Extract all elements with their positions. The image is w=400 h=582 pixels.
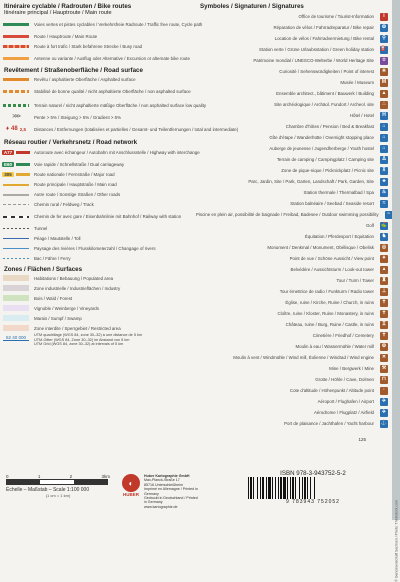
legend-text: Autoroute avec échangeur / Autobahn mit Anschlussstelle / Highway with interchange xyxy=(34,150,200,156)
legend-row-symbol xyxy=(196,275,392,286)
symbol-icon: ⚙ xyxy=(381,343,387,350)
symbol-icon: ▴ xyxy=(380,266,388,274)
legend-text: Route à fort trafic / Stark befahrene Strecke / Busy road xyxy=(34,43,143,49)
scale-title: Échelle – Maßstab – Scale 1:100 000 xyxy=(6,487,90,493)
legend-row-road xyxy=(0,254,196,264)
publisher-line: Imprimé en Allemagne / Printed in Germany xyxy=(144,487,198,496)
legend-text: Moulin à vent / Windmühle / Wind mill, Éolienne / Windrad / Wind engine xyxy=(233,355,374,361)
zone-rows xyxy=(0,273,196,333)
legend-row-road xyxy=(0,146,200,160)
legend-text: Cote d'altitude / Höhenpunkt / Altitude point xyxy=(289,388,374,394)
symbol-icon: ◎ xyxy=(381,244,387,251)
symbol-icon: ♖ xyxy=(381,321,387,328)
legend-text: Cloître, ruine / Kloster, Ruine / Monastery, in ruins xyxy=(277,311,374,317)
utm-line: UTM quadrillage (WGS 84, zone 30–32) à une distance de 5 km xyxy=(34,333,143,338)
legend-row-road xyxy=(0,224,196,234)
road-rows xyxy=(0,146,200,264)
symbol-icon: ⌂ xyxy=(380,145,388,153)
legend-text: Site archéologique / Archäol. Fundort / Archeol. site xyxy=(274,102,374,108)
symbol-icon: ⛳ xyxy=(380,222,388,229)
orange-route-line xyxy=(3,57,29,60)
green-route-line xyxy=(3,23,29,26)
symbol-icon: H xyxy=(380,112,388,120)
symbol-icon: ⊥ xyxy=(381,288,387,295)
legend-row-symbol xyxy=(196,176,392,187)
scale-sub: (1 cm = 1 km) xyxy=(45,493,71,498)
legend-row-symbol xyxy=(196,165,392,176)
zone-swatch xyxy=(3,295,29,301)
barcode-bar xyxy=(315,477,316,499)
symbol-icon: ⚓ xyxy=(380,420,388,427)
legend-text: Chemin rural / Feldweg / Track xyxy=(34,202,94,208)
legend-text: Route nationale / Fernstraße / Major road xyxy=(34,172,115,178)
legend-row-symbol xyxy=(196,286,392,297)
symbol-icon: ✝ xyxy=(381,332,387,339)
legend-text: Tour / Turm / Tower xyxy=(336,278,374,284)
legend-right-column xyxy=(196,0,392,505)
footer-left xyxy=(6,474,196,520)
red-route-line xyxy=(3,35,29,38)
legend-text: Distances / Entfernungen (totalisées et partielles / Gesamt- und Teilentfernungen / total and intermediate) xyxy=(34,127,239,133)
symbol-icon: i xyxy=(380,13,388,21)
legend-text: Revêtu / asphaltierte Oberfläche / Asphalted surface xyxy=(34,77,136,83)
zone-swatch xyxy=(3,305,29,311)
legend-row-gradient xyxy=(0,113,196,123)
copyright: © Genossenschaft Sachsen / Photo: Thinkstock.com xyxy=(395,500,399,582)
symbol-icon: Δ xyxy=(380,156,388,164)
legend-row-symbol xyxy=(196,209,392,220)
legend-row-symbol xyxy=(196,418,392,429)
scale-tick: 0 xyxy=(6,474,9,479)
road-line xyxy=(3,204,29,205)
symbol-icon: ✦ xyxy=(381,255,387,262)
logo-text: HUBER xyxy=(122,492,139,497)
isbn: ISBN 978-3-943752-5-2 xyxy=(280,470,346,477)
road-line xyxy=(16,163,30,166)
symbol-icon: ⌂ xyxy=(380,123,388,131)
legend-row-asphalt xyxy=(0,75,196,85)
altitude-value: 125 xyxy=(358,437,366,442)
road-badge: E60 xyxy=(3,162,12,168)
legend-row-stabilised xyxy=(0,85,196,99)
legend-text: Moulin à eau / Wassermühle / Water mill xyxy=(295,344,374,350)
legend-text: Église, ruine / Kirche, Ruine / Church, in ruins xyxy=(285,300,374,306)
legend-text: Stabilisé de bonne qualité / nicht asphaltierte Oberfläche / non asphalted surface xyxy=(34,89,191,95)
legend-text: Tunnel xyxy=(34,226,48,232)
legend-text: Bois / Wald / Forest xyxy=(34,295,73,301)
road-line xyxy=(3,238,29,239)
legend-text: Péage / Mautstelle / Toll xyxy=(34,236,81,242)
legend-text: Musée / Museum xyxy=(340,80,374,86)
legend-text: Bac / Fähre / Ferry xyxy=(34,256,71,262)
publisher-line: Max-Planck-Straße 17 xyxy=(144,478,180,483)
road-line xyxy=(3,184,29,186)
road-badge: 305 xyxy=(4,172,12,178)
legend-row-symbol xyxy=(196,88,392,99)
legend-row-symbol xyxy=(196,374,392,385)
legend-text: Paysage des rivières / Flusskilometerzahl / Changage of rivers xyxy=(34,246,156,252)
legend-row-zone xyxy=(0,313,196,323)
symbol-icon: ~ xyxy=(385,211,393,219)
barcode-digits: 9 783943 752052 xyxy=(286,499,340,505)
publisher-link[interactable]: www.kartographie.de xyxy=(144,504,178,509)
road-line xyxy=(3,194,29,196)
legend-text: Équitation / Pferdesport / Equitation xyxy=(304,234,374,240)
legend-text: Office de tourisme / Tourist-Information xyxy=(298,14,374,20)
legend-row-symbol xyxy=(196,132,392,143)
legend-text: Aéroport / Flughafen / Airport xyxy=(317,399,374,405)
legend-row-symbol xyxy=(196,99,392,110)
legend-text: Terrain de camping / Campingplatz / Camping site xyxy=(276,157,374,163)
legend-text: Point de vue / Schöne Aussicht / View point xyxy=(289,256,374,262)
section-zones: Zones / Flächen / Surfaces xyxy=(4,265,83,273)
legend-row-symbol xyxy=(196,253,392,264)
symbol-icon: · xyxy=(380,387,388,395)
legend-row-symbol xyxy=(196,198,392,209)
legend-text: Parc, Jardin, Site / Park, Garten, Landschaft / Park, Garden, Site xyxy=(248,179,374,185)
legend-row-road xyxy=(0,200,196,210)
legend-text: Voie rapide / Schnellstraße / Dual carriageway xyxy=(34,162,125,168)
legend-row-road xyxy=(0,160,196,170)
symbol-icon: ⊼ xyxy=(380,167,388,175)
legend-text: Voies vertes et pistes cyclables / Verkehrsfreie Radroute / Traffic free route, Cycle path xyxy=(34,21,203,27)
symbol-icon: ✝ xyxy=(381,299,387,306)
legend-row-symbol xyxy=(196,396,392,407)
legend-row-symbol xyxy=(196,352,392,363)
symbol-icon: ♣ xyxy=(380,178,388,186)
symbol-icon: ⛽ xyxy=(380,46,388,53)
zone-swatch xyxy=(3,285,29,291)
symbol-rows xyxy=(196,11,392,429)
legend-row-road xyxy=(0,170,196,180)
legend-text: Zone interdite / Sperrgebiet / Restricted area xyxy=(34,325,121,331)
symbol-icon: ♞ xyxy=(381,233,387,240)
legend-text: Chemin de fer avec gare / Eisenbahnlinie mit Bahnhof / Railway with station xyxy=(34,214,182,220)
legend-row-symbol xyxy=(196,407,392,418)
legend-row-symbol xyxy=(196,308,392,319)
legend-text: Grotte / Höhle / Cave, Dolmen xyxy=(315,377,374,383)
legend-row-symbol xyxy=(196,66,392,77)
legend-row-distances xyxy=(0,123,239,137)
scale-tick: 1 xyxy=(37,474,41,479)
legend-text: Route principale / Hauptstraße / Main road xyxy=(34,182,117,188)
symbol-icon: ⊓ xyxy=(380,376,388,384)
symbol-icon: ✳ xyxy=(381,68,387,75)
legend-text: Tour émettrice de radio / Funkturm / Radio tower xyxy=(279,289,374,295)
zone-swatch xyxy=(3,315,29,321)
publisher-line: Gedruckt in Deutschland / Printed in Germany xyxy=(144,496,198,505)
legend-row-cycle-path xyxy=(0,17,203,31)
legend-text: Hôtel / Hotel xyxy=(349,113,374,119)
legend-row-symbol xyxy=(196,297,392,308)
legend-text: Autre route / Sonstige Straßen / Other roads xyxy=(34,192,121,198)
legend-row-zone xyxy=(0,293,196,303)
legend-row-road xyxy=(0,180,196,190)
scale-tick: 3km xyxy=(101,474,110,479)
asphalt-line xyxy=(3,78,29,81)
symbol-icon: ♜ xyxy=(381,277,387,284)
legend-text: Château, ruine / Burg, Ruine / Castle, in ruins xyxy=(285,322,374,328)
section-cycle-subtitle: Itinéraire principal / Hauptroute / Main route xyxy=(4,10,112,17)
symbol-icon: ☆ xyxy=(381,57,387,64)
legend-text: Marais / Sumpf / Swamp xyxy=(34,315,82,321)
road-line xyxy=(16,173,30,176)
gradient-arrows-icon: >>> xyxy=(12,114,20,121)
symbol-icon: ⚙ xyxy=(381,24,387,31)
legend-row-symbol xyxy=(196,242,392,253)
legend-row-alternate xyxy=(0,51,196,65)
legend-text: Belvédère / Aussichtsturm / Look-out tower xyxy=(290,267,374,273)
legend-text: Location de vélos / Fahrradvermietung / Bike rental xyxy=(274,36,374,42)
legend-text: Curiosité / Sehenswürdigkeiten / Point of interest xyxy=(279,69,374,75)
distance-total: 48 xyxy=(11,126,18,133)
legend-row-symbol xyxy=(196,77,392,88)
symbol-icon: ✕ xyxy=(381,354,387,361)
legend-row-symbol xyxy=(196,33,392,44)
legend-text: Aérodrome / Flugplatz / Airfield xyxy=(313,410,374,416)
symbol-icon: ✈ xyxy=(381,409,387,416)
legend-row-symbol xyxy=(196,121,392,132)
road-line xyxy=(3,258,29,259)
road-line xyxy=(3,216,29,218)
legend-row-symbol xyxy=(196,154,392,165)
scale-tick: 2 xyxy=(69,474,73,479)
zone-swatch xyxy=(3,325,29,331)
legend-text: Golf xyxy=(365,223,374,229)
legend-text: Port de plaisance / Jachthafen / Yacht harbour xyxy=(284,421,374,427)
legend-text: Gîte d'étape / Wanderhütte / Overnight stopping place xyxy=(269,135,374,141)
symbol-icon: ∴ xyxy=(380,101,388,109)
legend-row-symbol xyxy=(196,44,392,55)
section-symbols: Symboles / Signaturen / Signatures xyxy=(200,3,304,10)
legend-row-road xyxy=(0,190,196,200)
legend-row-symbol xyxy=(196,187,392,198)
symbol-icon: ≈ xyxy=(380,200,388,208)
symbol-icon: ✈ xyxy=(381,398,387,405)
legend-row-road xyxy=(0,210,196,224)
publisher-line: Huber Kartographie GmbH xyxy=(144,474,190,478)
stabilised-line xyxy=(3,90,29,93)
legend-row-zone xyxy=(0,283,196,293)
isbn-block xyxy=(248,470,378,505)
legend-row-zone xyxy=(0,303,196,313)
legend-row-symbol xyxy=(196,385,392,396)
legend-row-zone xyxy=(0,323,196,333)
legend-text: Pente > 5% / Steigung > 5% / Gradient > 5% xyxy=(34,115,122,121)
legend-text: Monument / Denkmal / Monument, Obélisque / Obelisk xyxy=(267,245,374,251)
barcode xyxy=(248,477,378,499)
symbol-icon: ✝ xyxy=(381,310,387,317)
legend-text: Mine / Bergwerk / Mine xyxy=(329,366,374,372)
symbol-icon: ⚲ xyxy=(380,35,388,43)
legend-row-symbol xyxy=(196,110,392,121)
globe-icon: ◐ xyxy=(122,474,140,492)
section-surface: Revêtement / Straßenoberfläche / Road surface xyxy=(4,67,143,75)
legend-text: Ensemble architect., bâtiment / Bauwerk / Building xyxy=(276,91,374,97)
road-line xyxy=(3,248,29,249)
legend-text: Station verte / Grüne Urlaubsstation / Green holiday station xyxy=(259,47,374,53)
legend-row-symbol xyxy=(196,231,392,242)
legend-text: Chambre d'hôtes / Pension / Bed & Breakfast xyxy=(285,124,374,130)
busy-road-line xyxy=(3,45,29,48)
legend-row-main-route xyxy=(0,31,196,41)
legend-row-busy-road xyxy=(0,41,196,51)
scale-bar xyxy=(6,479,108,485)
legend-text: Station thermale / Thermalbad / Spa xyxy=(303,190,374,196)
distance-partial: 2,5 xyxy=(19,127,26,133)
legend-text: Vignoble / Weinberge / Vineyards xyxy=(34,305,99,311)
road-line xyxy=(3,228,29,229)
legend-row-symbol xyxy=(196,22,392,33)
utm-line: UTM-Gitter (WGS 84, Zone 30–32) im Abstand von 5 km xyxy=(34,337,130,342)
legend-text: Réparation de vélos / Fahrradreparatur / Bike repair xyxy=(273,25,374,31)
legend-row-zone xyxy=(0,273,196,283)
legend-row-road xyxy=(0,244,196,254)
legend-text: Patrimoine mondial / UNESCO-Welterbe / World Heritage Site xyxy=(253,58,374,64)
section-road-network: Réseau routier / Verkehrsnetz / Road network xyxy=(4,138,138,146)
publisher-line: 85716 Unterschleißheim xyxy=(144,482,183,487)
symbol-icon: ♨ xyxy=(381,189,387,196)
legend-text: Route / Hauptroute / Main Route xyxy=(34,33,98,39)
symbol-icon: ▲ xyxy=(381,90,387,97)
legend-row-symbol xyxy=(196,330,392,341)
road-line xyxy=(16,151,30,154)
legend-row-symbol xyxy=(196,11,392,22)
section-cycle-title: Itinéraire cyclable / Radrouten / Bike routes xyxy=(4,3,132,10)
symbol-icon: M xyxy=(381,79,387,86)
legend-row-road xyxy=(0,234,196,244)
natural-terrain-line xyxy=(3,104,29,107)
legend-row-symbol xyxy=(196,143,392,154)
legend-text: Station balnéaire / Seebad / Seaside resort xyxy=(290,201,374,207)
legend-row-natural xyxy=(0,99,207,113)
legend-row-symbol xyxy=(196,341,392,352)
legend-text: Piscine en plein air, possibilité de baignade / Freibad, Badesee / Outdoor swimming possibility xyxy=(196,212,379,218)
symbol-icon: ⚒ xyxy=(381,365,387,372)
publisher-logo xyxy=(120,474,142,502)
legend-row-symbol xyxy=(196,55,392,66)
legend-text: Cimetière / Friedhof / Cemetery xyxy=(312,333,374,339)
legend-text: Auberge de jeunesse / Jugendherberge / Youth hostel xyxy=(269,146,374,152)
legend-text: Zone industrielle / Industrieflächen / Industry xyxy=(34,285,121,291)
legend-text: Antenne ou variante / Ausflug oder Alternative / Excursion or alternate bike route xyxy=(34,55,190,61)
legend-text: Zone de pique-nique / Picknickplatz / Picnic site xyxy=(281,168,374,174)
road-badge: A77 xyxy=(3,150,13,156)
utm-label: 52 40 000 xyxy=(5,335,27,341)
legend-row-symbol xyxy=(196,319,392,330)
legend-row-utm xyxy=(0,333,196,351)
utm-line: UTM Grid (WGS 84, zone 30–32) at intervals of 5 km xyxy=(34,342,124,347)
legend-row-symbol xyxy=(196,363,392,374)
pin-icon: ♦ xyxy=(5,126,10,133)
legend-text: Terrain naturel / nicht asphaltierte mäßige Oberfläche / non asphalted surface low quality xyxy=(34,103,207,109)
page-edge xyxy=(392,0,400,582)
legend-row-symbol xyxy=(196,220,392,231)
legend-row-symbol xyxy=(196,264,392,275)
publisher-address xyxy=(144,474,200,509)
symbol-icon: ⌂ xyxy=(380,134,388,142)
zone-swatch xyxy=(3,275,29,281)
legend-text: Habitations / Bebauung / Populated area xyxy=(34,275,114,281)
